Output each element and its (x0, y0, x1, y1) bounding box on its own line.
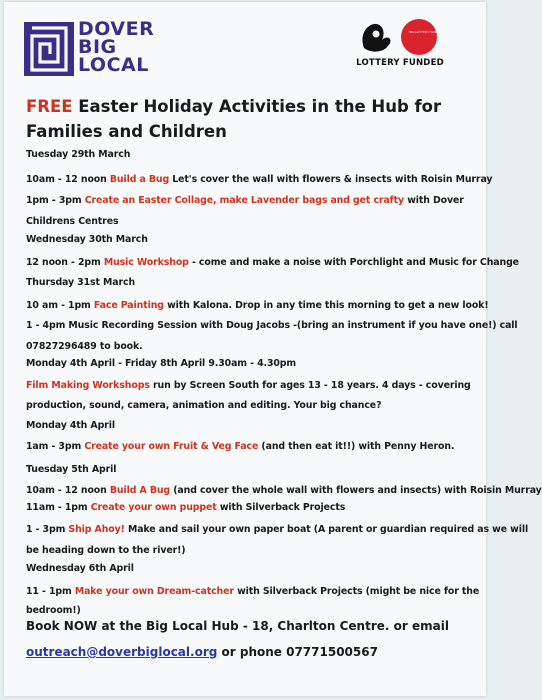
book-now-line: Book NOW at the Big Local Hub - 18, Charlton Centre. or email (26, 619, 449, 633)
activity-description: with Dover (407, 195, 464, 206)
time-label: 10am - 12 noon (26, 174, 107, 185)
schedule-line (26, 441, 454, 452)
activity-name: Film Making Workshops (26, 380, 150, 391)
day-heading (26, 277, 135, 288)
schedule-line (26, 485, 542, 496)
time-label: 12 noon - 2pm (26, 257, 101, 268)
schedule-line (26, 341, 143, 352)
schedule-line (26, 257, 519, 268)
schedule-line (26, 380, 471, 391)
activity-description: with Silverback Projects (might be nice for the (237, 586, 480, 597)
logo-line-2: BIG (78, 36, 117, 58)
day-heading (26, 358, 296, 369)
day-heading (26, 563, 134, 574)
schedule-line (26, 320, 518, 331)
spiral-logo-icon (24, 22, 74, 76)
activity-name: Create your own puppet (90, 502, 217, 513)
activity-name: Build a Bug (109, 174, 170, 185)
schedule-line (26, 586, 479, 597)
day-label: Monday 4th April (26, 420, 115, 431)
time-label: 1am - 3pm (26, 441, 82, 452)
continuation-text: be heading down to the river!) (26, 545, 186, 556)
day-heading (26, 234, 148, 245)
continuation-text: Childrens Centres (26, 216, 119, 227)
title-line-1: Easter Holiday Activities in the Hub for (78, 97, 442, 116)
lottery-circle-text: BIG LOTTERY FUND (409, 30, 438, 34)
day-label: Monday 4th April - Friday 8th April 9.30am - 4.30pm (26, 358, 297, 369)
flyer-sheet (4, 2, 542, 696)
contact-line (26, 645, 378, 659)
lottery-funded-logo (354, 18, 446, 74)
activity-name: Build A Bug (109, 485, 171, 496)
activity-description: (and cover the whole wall with flowers and insects) with Roisin Murray (173, 485, 542, 496)
continuation-text: production, sound, camera, animation and editing. Your big chance? (26, 400, 382, 411)
activity-description: - come and make a noise with Porchlight and Music for Change (191, 257, 519, 268)
activity-name: Music Workshop (103, 257, 189, 268)
time-label: 1 - 4pm (26, 320, 66, 331)
activity-name: Create your own Fruit & Veg Face (84, 441, 259, 452)
time-label: 1 - 3pm (26, 524, 66, 535)
activity-description: Let's cover the wall with flowers & insects with Roisin Murray (172, 174, 493, 185)
day-label: Thursday 31st March (26, 277, 136, 288)
activity-description: with Kalona. Drop in any time this morning to get a new look! (167, 300, 489, 311)
schedule-line (26, 216, 118, 227)
activity-name: Make your own Dream-catcher (74, 586, 234, 597)
activity-description: with Silverback Projects (219, 502, 346, 513)
time-label: 11 - 1pm (26, 586, 72, 597)
time-label: 11am - 1pm (26, 502, 88, 513)
title-line-2: Families and Children (26, 122, 227, 141)
activity-name: Create an Easter Collage, make Lavender bags and get crafty (84, 195, 405, 206)
schedule-line (26, 605, 81, 616)
day-heading (26, 420, 115, 431)
logo-line-3: LOCAL (78, 54, 149, 76)
time-label: 1pm - 3pm (26, 195, 82, 206)
day-label: Tuesday 5th April (26, 464, 117, 475)
day-label: Wednesday 6th April (26, 563, 134, 574)
schedule-line (26, 300, 489, 311)
day-label: Tuesday 29th March (26, 149, 131, 160)
dover-big-local-logo (24, 20, 164, 80)
schedule-line (26, 502, 345, 513)
activity-name: Ship Ahoy! (68, 524, 125, 535)
day-label: Wednesday 30th March (26, 234, 148, 245)
email-link[interactable]: outreach@doverbiglocal.org (26, 645, 218, 659)
activity-description: Music Recording Session with Doug Jacobs -(bring an instrument if you have one!) call (68, 320, 518, 331)
lottery-funded-label: LOTTERY FUNDED (356, 58, 444, 68)
schedule-line (26, 524, 528, 535)
day-heading (26, 149, 130, 160)
activity-name: Face Painting (93, 300, 164, 311)
schedule-line (26, 400, 381, 411)
continuation-text: bedroom!) (26, 605, 81, 616)
continuation-text: 07827296489 to book. (26, 341, 143, 352)
phone-text: or phone 07771500567 (221, 645, 378, 659)
activity-description: run by Screen South for ages 13 - 18 years. 4 days - covering (152, 380, 471, 391)
day-heading (26, 464, 116, 475)
activity-description: Make and sail your own paper boat (A parent or guardian required as we will (127, 524, 529, 535)
schedule-line (26, 174, 492, 185)
title-free: FREE (26, 97, 73, 116)
time-label: 10am - 12 noon (26, 485, 107, 496)
flyer-title (26, 94, 466, 144)
activity-description: (and then eat it!!) with Penny Heron. (261, 441, 455, 452)
schedule-line (26, 545, 185, 556)
logo-line-1: DOVER (78, 18, 155, 40)
lottery-hands-icon (354, 18, 446, 56)
logo-text (78, 20, 154, 74)
schedule-line (26, 195, 464, 206)
time-label: 10 am - 1pm (26, 300, 91, 311)
